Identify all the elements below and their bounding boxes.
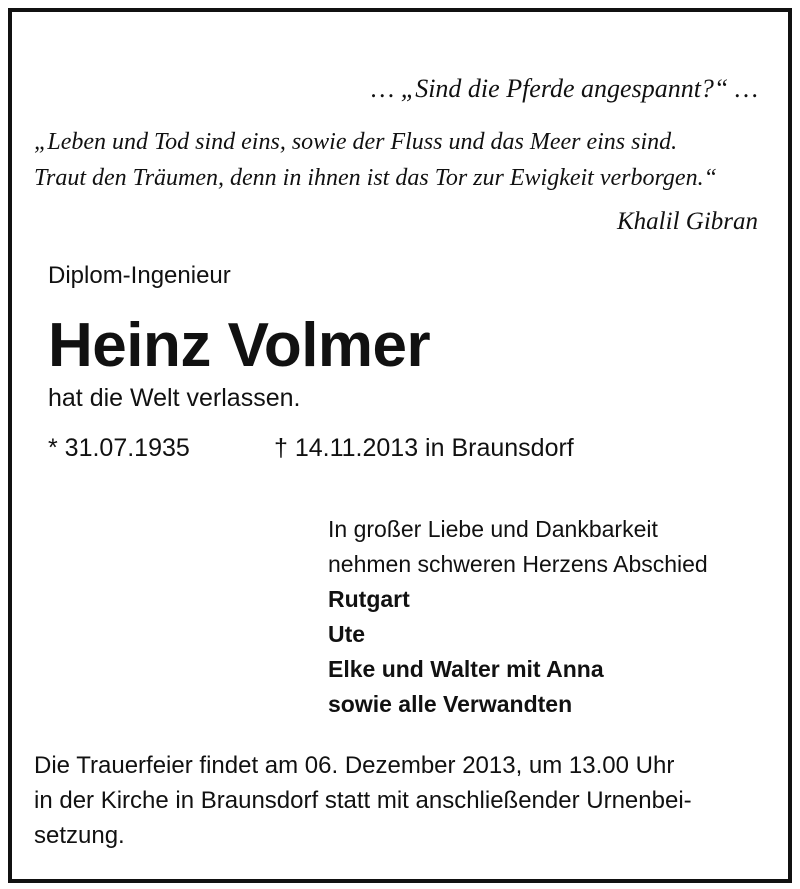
deceased-name: Heinz Volmer bbox=[48, 311, 431, 380]
quote-heading: … „Sind die Pferde angespannt?“ … bbox=[371, 74, 758, 103]
mourner-name: sowie alle Verwandten bbox=[328, 691, 573, 717]
passed-text: hat die Welt verlassen. bbox=[48, 384, 301, 412]
mourner-name: Rutgart bbox=[328, 586, 410, 612]
birth-date: * 31.07.1935 bbox=[48, 434, 190, 462]
mourner-name: Elke und Walter mit Anna bbox=[328, 656, 604, 682]
obituary-frame bbox=[8, 8, 792, 883]
quote-line-1: „Leben und Tod sind eins, sowie der Fluss und das Meer eins sind. bbox=[34, 129, 678, 155]
funeral-line-3: setzung. bbox=[34, 822, 125, 849]
funeral-notice bbox=[34, 748, 774, 853]
death-date: † 14.11.2013 in Braunsdorf bbox=[274, 434, 574, 462]
mourners-block bbox=[328, 512, 708, 722]
mourners-intro-2: nehmen schweren Herzens Abschied bbox=[328, 551, 708, 577]
deceased-title: Diplom-Ingenieur bbox=[48, 262, 231, 289]
funeral-line-1: Die Trauerfeier findet am 06. Dezember 2013, um 13.00 Uhr bbox=[34, 752, 675, 779]
funeral-line-2: in der Kirche in Braunsdorf statt mit anschließender Urnenbei- bbox=[34, 787, 692, 814]
quote-author: Khalil Gibran bbox=[617, 208, 758, 235]
quote-line-2: Traut den Träumen, denn in ihnen ist das Tor zur Ewigkeit verborgen.“ bbox=[34, 165, 717, 191]
mourners-intro-1: In großer Liebe und Dankbarkeit bbox=[328, 516, 658, 542]
mourner-name: Ute bbox=[328, 621, 366, 647]
